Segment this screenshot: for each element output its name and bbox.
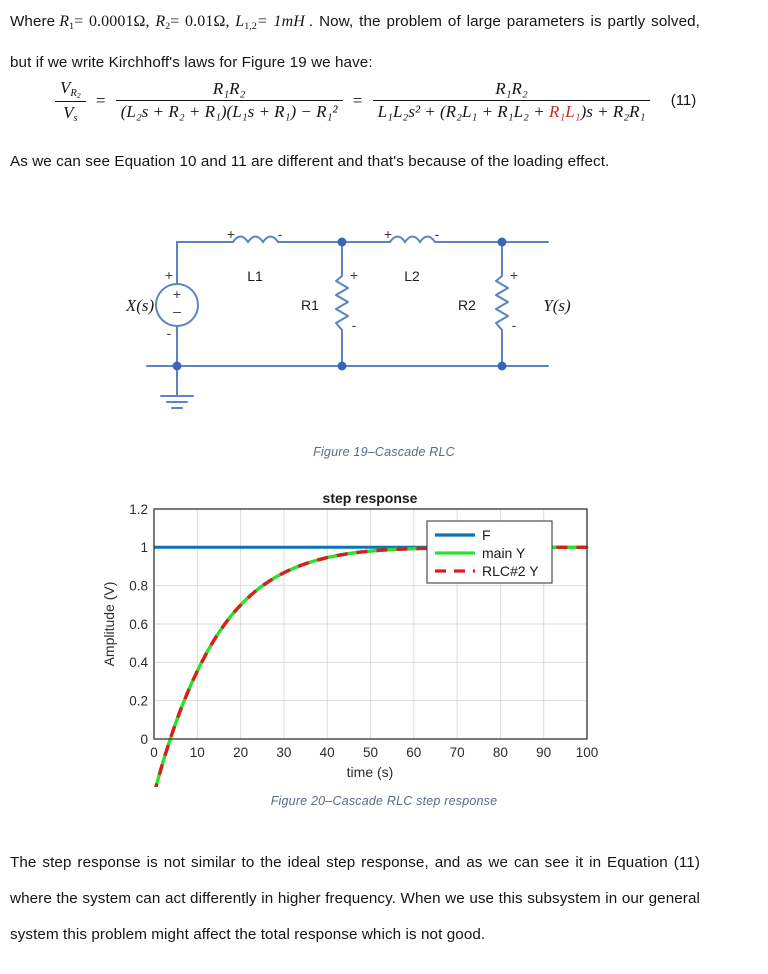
junction-node-2-bottom — [498, 362, 507, 371]
junction-node-1-bottom — [338, 362, 347, 371]
closing-paragraph: The step response is not similar to the ideal step response, and as we can see it in Equation (11) where the system can act differently in higher frequency. When we use this subsystem in our general system this problem might affect the total response which is not good. — [10, 854, 700, 943]
r1-plus-icon: + — [349, 267, 359, 283]
resistor-r1-symbol — [336, 276, 348, 330]
l-value: = 1mH — [256, 13, 305, 30]
inline-parameter-math — [55, 13, 309, 30]
legend-label-f: F — [482, 527, 491, 543]
xtick-80: 80 — [492, 745, 508, 760]
lhs-den-sub: s — [73, 112, 78, 124]
r1-value: = 0.0001Ω, — [74, 13, 150, 30]
figure-20-caption: Figure 20–Cascade RLC step response — [270, 794, 498, 808]
xtick-20: 20 — [233, 745, 249, 760]
label-r1: R1 — [301, 297, 319, 313]
r2-minus-icon: - — [511, 317, 517, 333]
lhs-fraction — [55, 78, 86, 124]
ytick-0_2: 0.2 — [129, 693, 148, 709]
intro-text-before: Where — [10, 13, 56, 30]
legend-label-main-y: main Y — [482, 545, 526, 561]
lhs-numerator — [55, 78, 86, 102]
ytick-0_8: 0.8 — [129, 578, 148, 594]
l2-minus-icon: - — [434, 226, 440, 242]
source-plus-icon: + — [172, 286, 182, 302]
xtick-0: 0 — [150, 745, 158, 760]
lhs-num-sub-2: 2 — [76, 90, 81, 100]
label-l2: L2 — [404, 268, 420, 284]
middle-fraction — [116, 79, 343, 122]
r2-symbol: R — [155, 13, 166, 30]
l2-plus-icon: + — [383, 226, 393, 242]
junction-node-source — [173, 362, 182, 371]
xtick-50: 50 — [362, 745, 379, 760]
source-terminal-plus-icon: + — [164, 267, 174, 283]
equation-11 — [55, 78, 696, 124]
lhs-den-v: V — [63, 102, 74, 122]
xtick-40: 40 — [319, 745, 335, 760]
lhs-num-v: V — [60, 78, 71, 97]
ytick-0: 0 — [140, 732, 148, 747]
figure-20-step-response-chart — [92, 487, 612, 787]
r1-symbol: R — [59, 13, 70, 30]
r2-subscript: 2 — [165, 20, 171, 32]
ytick-0_6: 0.6 — [129, 616, 148, 632]
rhs-fraction — [373, 79, 651, 122]
ground-symbol — [161, 396, 193, 408]
l-symbol: L — [235, 13, 245, 30]
xtick-90: 90 — [536, 745, 552, 760]
junction-node-2-top — [498, 238, 507, 247]
lhs-num-sub — [70, 88, 80, 99]
source-minus-icon: – — [173, 303, 181, 319]
xtick-100: 100 — [575, 745, 599, 760]
equals-sign-1: = — [95, 90, 106, 110]
intro-text-after: . Now, the problem of large parameters is partly solved, but if we write Kirchhoff's laws for Figure 19 we have: — [10, 13, 700, 71]
source-terminal-minus-icon: - — [166, 325, 172, 341]
middle-denominator: (L₂s + R₂ + R₁)(L₁s + R₁) − R₁² — [120, 102, 338, 122]
l1-minus-icon: - — [277, 226, 283, 242]
r1-minus-icon: - — [351, 317, 357, 333]
rhs-denominator — [373, 101, 651, 122]
rhs-den-part2: )s + R₂R₁ — [580, 102, 646, 122]
x-axis-label: time (s) — [346, 764, 394, 780]
ytick-1: 1 — [140, 540, 148, 556]
chart-title: step response — [322, 490, 418, 506]
xtick-30: 30 — [276, 745, 292, 760]
r2-value: = 0.01Ω, — [170, 13, 230, 30]
xtick-10: 10 — [189, 745, 205, 760]
figure-19-circuit-diagram — [120, 218, 580, 418]
label-r2: R2 — [458, 297, 476, 313]
equals-sign-2: = — [352, 90, 363, 110]
xtick-60: 60 — [406, 745, 422, 760]
junction-node-1-top — [338, 238, 347, 247]
ytick-1_2: 1.2 — [129, 501, 148, 517]
r2-plus-icon: + — [509, 267, 519, 283]
middle-numerator: R₁R₂ — [116, 79, 343, 101]
inductor-l1-coil — [233, 237, 278, 243]
chart-legend — [427, 521, 552, 583]
xtick-70: 70 — [449, 745, 465, 760]
label-input-xs: X(s) — [125, 296, 155, 315]
rhs-den-part1: L₁L₂s² + (R₂L₁ + R₁L₂ + — [377, 102, 549, 122]
rhs-den-highlight: R₁L₁ — [548, 102, 581, 122]
lhs-denominator — [55, 102, 86, 124]
r1-subscript: 1 — [69, 20, 75, 32]
lhs-num-sub-r: R — [70, 87, 77, 99]
equation-number: (11) — [670, 92, 697, 110]
ytick-0_4: 0.4 — [129, 655, 148, 671]
rhs-numerator: R₁R₂ — [373, 79, 651, 101]
l1-plus-icon: + — [226, 226, 236, 242]
legend-label-rlc2-y: RLC#2 Y — [482, 563, 539, 579]
figure-19-caption: Figure 19–Cascade RLC — [313, 445, 455, 459]
l-subscript: 1,2 — [244, 20, 257, 32]
resistor-r2-symbol — [496, 276, 508, 330]
y-axis-label: Amplitude (V) — [101, 581, 117, 667]
inductor-l2-coil — [390, 237, 435, 243]
loading-effect-paragraph: As we can see Equation 10 and 11 are different and that's because of the loading effect. — [10, 153, 610, 170]
label-output-ys: Y(s) — [543, 296, 571, 315]
label-l1: L1 — [247, 268, 263, 284]
intro-paragraph — [10, 4, 700, 81]
